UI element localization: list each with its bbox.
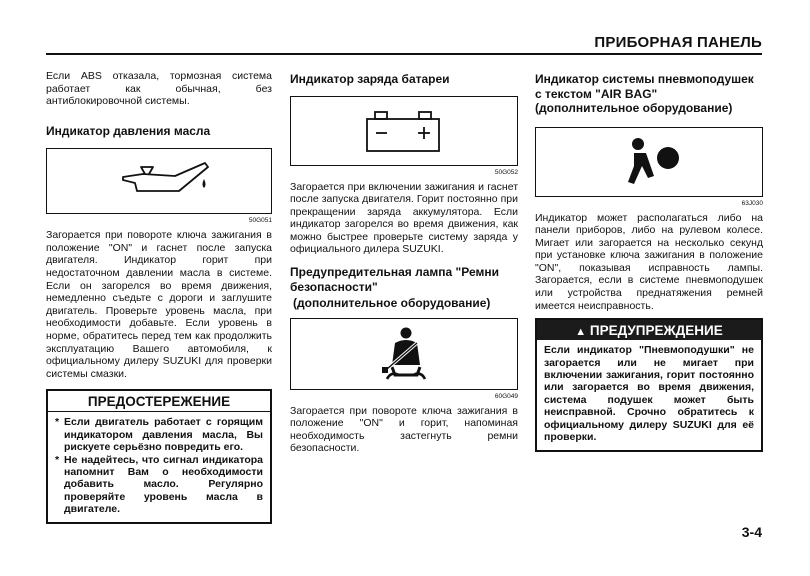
seatbelt-text: Загорается при повороте ключа зажигания в положение "ON" и горит, напоминая необходимость застегнуть ремни безопасности. xyxy=(290,404,518,455)
caution-item: * Если двигатель работает с горящим индикатором давления масла, Вы рискуете серьёзно повредить его. xyxy=(55,416,263,454)
airbag-indicator-figure xyxy=(535,127,763,197)
page-header xyxy=(46,30,762,52)
airbag-text: Индикатор может располагаться либо на панели приборов, либо на рулевом колесе. Мигает или загорается на несколько секунд при установке ключа зажигания в положение "ON", показывая исправность лампы. Загорается, если в системе пневмоподушек или устройства преднатяжения ремней имеется неисправность. xyxy=(535,211,763,312)
battery-indicator-figure xyxy=(290,96,518,166)
column-2 xyxy=(290,70,518,455)
page-number: 3-4 xyxy=(741,524,762,540)
oil-pressure-text: Загорается при повороте ключа зажигания в положение "ON" и гаснет после запуска двигателя. Индикатор горит при недостаточном давлении масла в системе. Если он загорелся во время движения, немедленно съедьте с дороги и заглушите двигатель. Проверьте уровень масла, при необходимости добавьте. Если уровень в норме, обратитесь перед тем как продолжить эксплуатацию Вашего автомобиля, к официальному дилеру SUZUKI для проверки системы смазки. xyxy=(46,229,272,380)
header-rule xyxy=(46,53,762,55)
warning-triangle-icon: ▲ xyxy=(575,326,587,339)
airbag-icon xyxy=(536,128,762,196)
airbag-optional-note: (дополнительное оборудование) xyxy=(535,101,733,115)
seatbelt-optional-note: (дополнительное оборудование) xyxy=(293,296,491,311)
oil-figure-code: 50G051 xyxy=(248,217,272,225)
seatbelt-indicator-figure xyxy=(290,318,518,390)
oil-indicator-figure xyxy=(46,148,272,214)
seatbelt-heading: Предупредительная лампа "Ремни безопасности" xyxy=(290,265,499,294)
column-1 xyxy=(46,70,272,524)
abs-intro-text: Если ABS отказала, тормозная система работает как обычная, без антиблокировочной системы. xyxy=(46,70,272,108)
column-3 xyxy=(535,70,763,452)
battery-icon xyxy=(291,97,517,165)
caution-body xyxy=(48,412,270,521)
caution-title: ПРЕДОСТЕРЕЖЕНИЕ xyxy=(48,391,270,412)
warning-body: Если индикатор "Пневмоподушки" не загорается или не мигает при включении зажигания, горит постоянно или загорается во время движения, система подушек может быть неисправной. Срочно обратитесь к официальному дилеру SUZUKI для её проверки. xyxy=(544,344,754,444)
caution-box xyxy=(46,389,272,523)
airbag-figure-code: 63J030 xyxy=(741,199,763,207)
battery-figure-code: 50G052 xyxy=(494,168,518,176)
battery-text: Загорается при включении зажигания и гаснет после запуска двигателя. Горит постоянно при прекращении заряда аккумулятора. Если индикатор загорелся во время движения, как можно быстрее проверьте систему заряда у официального дилера SUZUKI. xyxy=(290,180,518,256)
section-title: ПРИБОРНАЯ ПАНЕЛЬ xyxy=(594,34,762,51)
seatbelt-icon xyxy=(291,319,517,389)
airbag-heading: Индикатор системы пневмоподушек с текстом "AIR BAG" xyxy=(535,72,754,101)
battery-heading: Индикатор заряда батареи xyxy=(290,72,450,86)
oil-can-icon xyxy=(47,149,271,213)
caution-item: * Не надейтесь, что сигнал индикатора напомнит Вам о необходимости добавить масло. Регулярно проверяйте уровень масла в двигателе. xyxy=(55,453,263,516)
oil-pressure-heading: Индикатор давления масла xyxy=(46,123,211,138)
seatbelt-figure-code: 60G049 xyxy=(494,392,518,400)
warning-box xyxy=(535,318,763,451)
warning-title: ▲ ПРЕДУПРЕЖДЕНИЕ xyxy=(537,320,761,340)
